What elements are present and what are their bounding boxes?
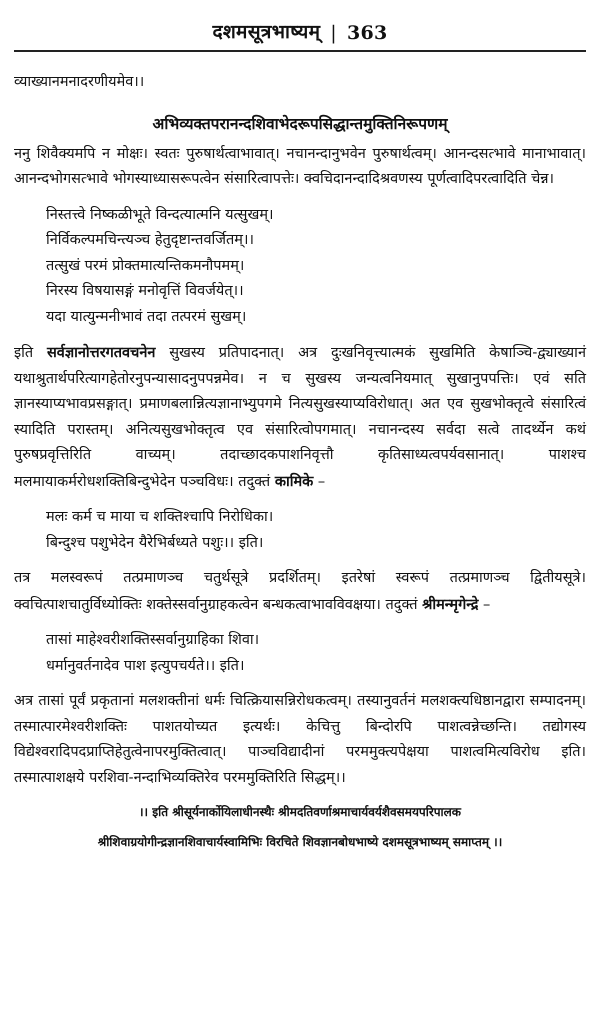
- section-title: अभिव्यक्तपरानन्दशिवाभेदरूपसिद्धान्तमुक्तिनिरूपणम्: [152, 113, 448, 133]
- header-separator: |: [330, 22, 337, 44]
- verse-line: निर्विकल्पमचिन्त्यञ्च हेतुदृष्टान्तवर्जितम्।।: [46, 232, 254, 248]
- paragraph-1: ननु शिवैक्यमपि न मोक्षः। स्वतः पुरुषार्थत्वाभावात्। नचानन्दानुभवेन पुरुषार्थत्वम्। आनन्दसत्भावे मानाभावात्। आनन्दभोगसत्भावे भोगस्याध्यासरूपत्वेन संसारित्वापत्तेः। क्वचिदानन्दादिश्रवणस्य पूर्णत्वादिपरत्वादिति चेन्न।: [14, 145, 586, 187]
- verse-line: निस्तत्त्वे निष्कळीभूते विन्दत्यात्मनि यत्सुखम्।: [46, 206, 274, 223]
- verse-line: मलः कर्म च माया च शक्तिश्चापि निरोधिका।: [46, 509, 274, 525]
- colophon-line-2: श्रीशिवाग्रयोगीन्द्रज्ञानशिवाचार्यस्वामिभिः विरचिते शिवज्ञानबोधभाष्ये दशमसूत्रभाष्यम् समाप्तम् ।।: [97, 835, 503, 849]
- verse-block-1: [14, 203, 586, 331]
- paragraph-3: [14, 566, 586, 618]
- verse-line: तत्सुखं परमं प्रोक्तमात्यन्तिकमनौपमम्।: [46, 257, 245, 274]
- verse-line: निरस्य विषयासङ्गं मनोवृत्तिं विवर्जयेत्।।: [46, 283, 244, 299]
- para3-dash: –: [483, 596, 491, 613]
- source-citation-kamika: कामिके: [274, 472, 314, 490]
- header-title: दशमसूत्रभाष्यम्: [212, 21, 321, 43]
- verse-line: यदा यात्युन्मनीभावं तदा तत्परमं सुखम्।: [46, 308, 247, 325]
- colophon-line-1: ।। इति श्रीसूर्यनार्कोयिलाधीनस्थैः श्रीमदतिवर्णाश्रमाचार्यवर्यशैवसमयपरिपालक: [138, 805, 462, 819]
- verse-line: धर्मानुवर्तनादेव पाश इत्युपचर्यते।। इति।: [46, 657, 245, 674]
- verse-block-2: [14, 505, 586, 556]
- source-citation-sarvajnanottara: सर्वज्ञानोत्तरगतवचनेन: [46, 344, 156, 361]
- verse-block-3: [14, 628, 586, 679]
- verse-line: बिन्दुश्च पशुभेदेन यैरेभिर्बध्यते पशुः।। इति।: [46, 534, 264, 551]
- para2-dash: –: [317, 473, 326, 490]
- intro-line: व्याख्यानमनादरणीयमेव।।: [14, 74, 145, 90]
- header-rule: [14, 50, 586, 52]
- verse-line: तासां माहेश्वरीशक्तिस्सर्वानुग्राहिका शिवा।: [46, 632, 260, 648]
- para2-lead: इति: [14, 345, 34, 361]
- paragraph-4: अत्र तासां पूर्वं प्रकृतानां मलशक्तीनां धर्मः चित्क्रियासन्निरोधकत्वम्। तस्यानुवर्तनं मलशक्त्यधिष्ठानद्वारा सम्पादनम्। तस्मात्पारमेश्वरीशक्तिः पाशतयोच्यत इत्यर्थः। केचित्तु बिन्दोरपि पाशत्वन्नेच्छन्ति। तद्योगस्य विद्येश्वरादिपदप्राप्तिहेतुत्वेनापरमुक्तित्वात्। पाञ्चविद्यादीनां परममुक्त्यपेक्षया पाशत्वमित्यविरोध इति। तस्मात्पाशक्षये परशिवा-नन्दाभिव्यक्तिरेव परममुक्तिरिति सिद्धम्।।: [14, 693, 586, 786]
- page-number: 363: [346, 22, 388, 44]
- paragraph-2: [14, 340, 586, 495]
- source-citation-mrigendra: श्रीमन्मृगेन्द्रे: [422, 595, 479, 613]
- running-header: [14, 0, 586, 44]
- para2-body: सुखस्य प्रतिपादनात्। अत्र दुःखनिवृत्त्यात्मकं सुखमिति केषाञ्चि-द्व्याख्यानं यथाश्रुतार्थपरित्यागहेतोरनुपन्यासादनुपपन्नमेव। न च सुखस्य जन्यत्वनियमात् सुखानुपपत्तिः। एवं सति ज्ञानस्याप्यभावप्रसङ्गात्। प्रमाणबलान्नित्यज्ञानाभ्युपगमे नित्यसुखस्याप्यविरोधात्। अत एव सुखभोक्तृत्वे संसारित्वं स्यादिति परास्तम्। अनित्यसुखभोक्तृत्व एव संसारित्वोपगमात्। नचानन्दस्य सर्वदा सत्वे तादर्थ्येन कथं पुरुषप्रवृत्तिरिति वाच्यम्। तदाच्छादकपाशनिवृत्तौ कृतिसाध्यत्वपर्यवसानात्। पाशश्च मलमायाकर्मरोधशक्तिबिन्दुभेदेन पञ्चविधः। तदुक्तं: [14, 345, 586, 490]
- para3-body: तत्र मलस्वरूपं तत्प्रमाणञ्च चतुर्थसूत्रे प्रदर्शितम्। इतरेषां स्वरूपं तत्प्रमाणञ्च द्वितीयसूत्रे। क्वचित्पाशचातुर्विध्योक्तिः शक्तेस्सर्वानुग्राहकत्वेन बन्धकत्वाभावविवक्षया। तदुक्तं: [14, 570, 586, 613]
